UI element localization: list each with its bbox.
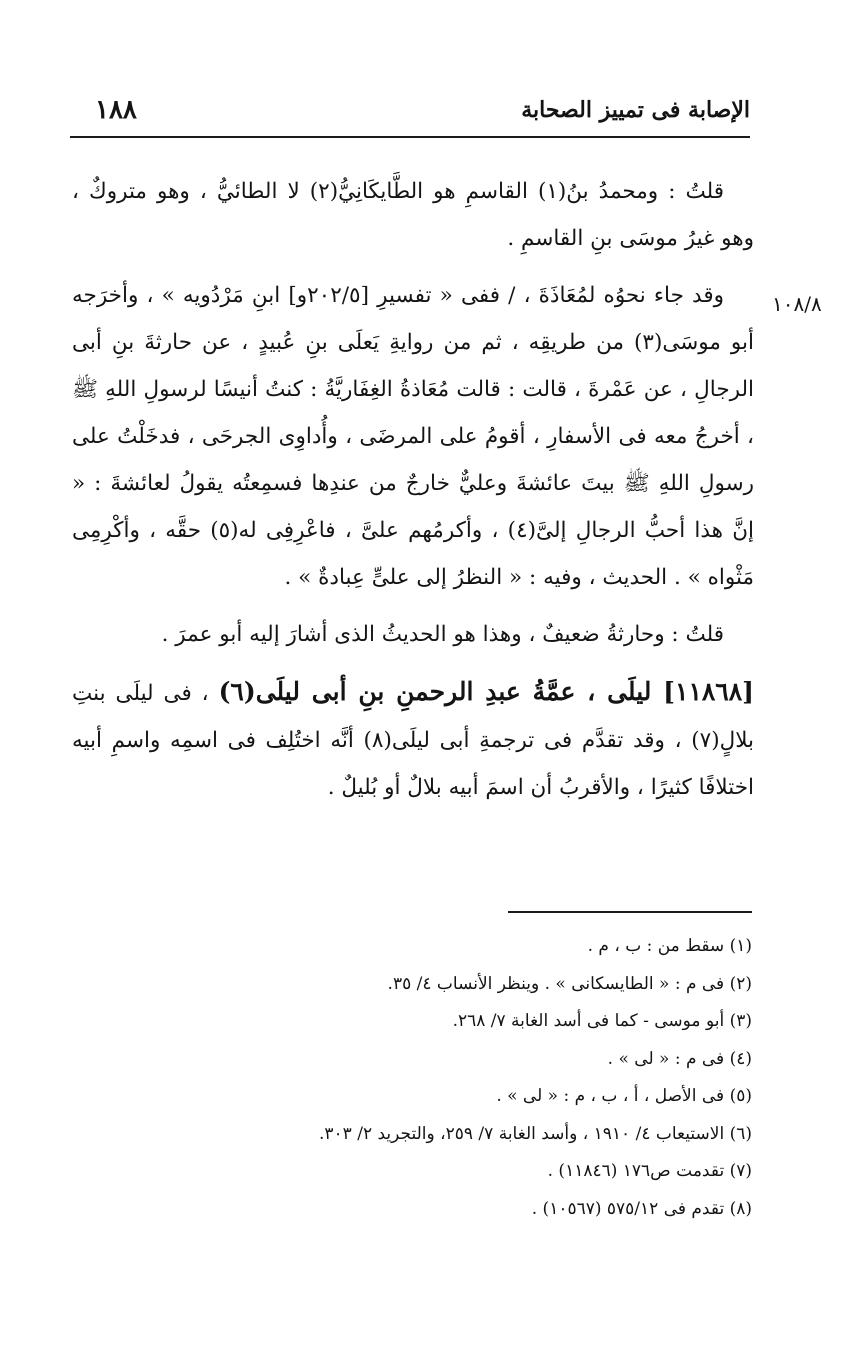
footnote-3: (٣) أبو موسى - كما فى أسد الغابة ٧/ ٢٦٨. (452, 1011, 752, 1031)
footnote-rule (508, 911, 752, 913)
header-rule (70, 136, 750, 138)
page-header (95, 92, 750, 128)
entry-text: ، فى ليلَى بنتِ بلالٍ(٧) ، وقد تقدَّم فى ترجمةِ أبى ليلَى(٨) أنَّه اختُلِف فى اسمِه واسمِ أبيه اختلافًا كثيرًا ، والأقربُ أن اسمَ أبيه بلالٌ أو بُليلٌ . (72, 681, 755, 800)
page-number: ١٨٨ (95, 95, 137, 125)
footnote-6: (٦) الاستيعاب ٤/ ١٩١٠ ، وأسد الغابة ٧/ ٢٥٩، والتجريد ٢/ ٣٠٣. (318, 1123, 752, 1144)
footnote-2: (٢) فى م : « الطايسكانى » . وينظر الأنساب ٤/ ٣٥. (387, 973, 752, 994)
footnote-8: (٨) تقدم فى ٥٧٥/١٢ (١٠٥٦٧) . (531, 1198, 752, 1219)
footnotes (72, 928, 752, 1228)
entry-paragraph (72, 668, 754, 811)
entry-heading: [١١٨٦٨] ليلَى ، عمَّةُ عبدِ الرحمنِ بنِ أبى ليلَى(٦) (218, 677, 754, 706)
footnote-5: (٥) فى الأصل ، أ ، ب ، م : « لى » . (496, 1086, 752, 1106)
paragraph-1: قلتُ : ومحمدُ بنُ(١) القاسمِ هو الطَّايكَانِيُّ(٢) لا الطائيُّ ، وهو متروكٌ ، وهو غيرُ موسَى بنِ القاسمِ . (72, 179, 754, 251)
footnote-7: (٧) تقدمت ص١٧٦ (١١٨٤٦) . (547, 1161, 752, 1181)
main-text (72, 168, 754, 821)
paragraph-3: قلتُ : وحارثةُ ضعيفٌ ، وهذا هو الحديثُ الذى أشارَ إليه أبو عمرَ . (161, 622, 724, 647)
running-title: الإصابة فى تمييز الصحابة (521, 97, 750, 123)
paragraph-2: وقد جاء نحوُه لمُعَاذَةَ ، / ففى « تفسيرِ [٢٠٢/٥و] ابنِ مَرْدُويه » ، وأخرَجه أبو موسَى(٣) من طريقِه ، ثم من روايةِ يَعلَى بنِ عُبيدٍ ، عن حارثةَ بنِ أبى الرجالِ ، عن عَمْرةَ ، قالت : قالت مُعَاذةُ الغِفَاريَّةُ : كنتُ أنيسًا لرسولِ اللهِ ﷺ ، أخرجُ معه فى الأسفارِ ، أقومُ على المرضَى ، وأُداوِى الجرحَى ، فدخَلْتُ على رسولِ اللهِ ﷺ بيتَ عائشةَ وعليٌّ خارجٌ من عندِها فسمِعتُه يقولُ لعائشةَ : « إنَّ هذا أحبُّ الرجالِ إلىَّ(٤) ، وأكرمُهم علىَّ ، فاعْرِفِى له(٥) حقَّه ، وأكْرِمِى مَثْواه » . الحديث ، وفيه : « النظرُ إلى علىٍّ عِبادةٌ » . (72, 283, 754, 590)
margin-reference: ١٠٨/٨ (772, 292, 822, 316)
footnote-1: (١) سقط من : ب ، م . (587, 936, 752, 956)
footnote-4: (٤) فى م : « لى » . (607, 1048, 752, 1069)
